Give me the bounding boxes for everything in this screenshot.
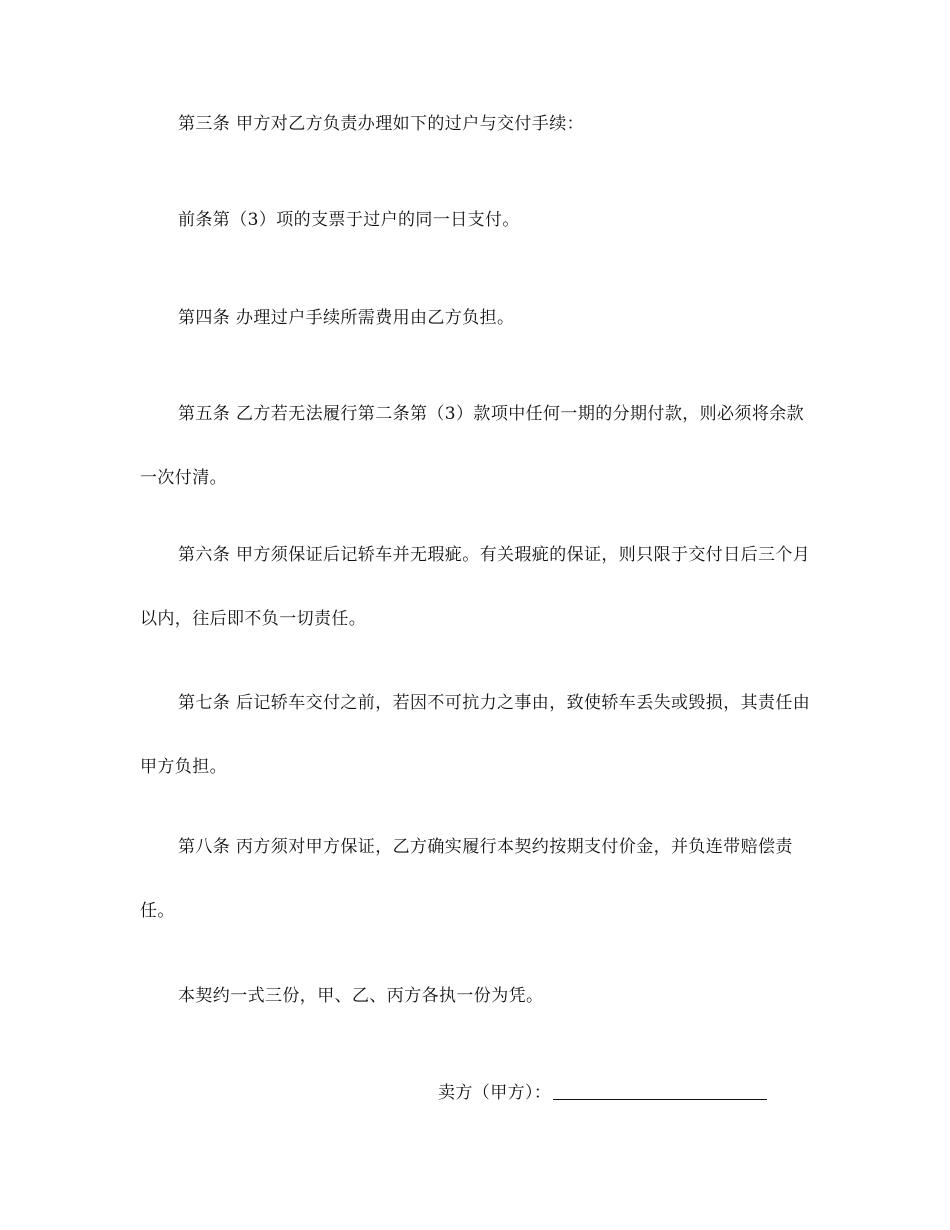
clause-3: 第三条 甲方对乙方负责办理如下的过户与交付手续： (178, 114, 585, 134)
clause-6: 第六条 甲方须保证后记轿车并无瑕疵。有关瑕疵的保证，则只限于交付日后三个月以内，往后即不负一切责任。 (140, 545, 811, 629)
seller-signature-line (553, 1081, 767, 1100)
clause-4: 第四条 办理过户手续所需费用由乙方负担。 (178, 308, 515, 328)
copies-statement: 本契约一式三份，甲、乙、丙方各执一份为凭。 (178, 986, 544, 1006)
clause-7: 第七条 后记轿车交付之前，若因不可抗力之事由，致使轿车丢失或毁损，其责任由甲方负担。 (140, 693, 811, 777)
clause-3-note: 前条第（3）项的支票于过户的同一日支付。 (178, 210, 520, 230)
clause-5: 第五条 乙方若无法履行第二条第（3）款项中任何一期的分期付款，则必须将余款一次付清。 (140, 404, 805, 488)
seller-signature-block (438, 1078, 767, 1103)
seller-signature-label: 卖方（甲方）： (438, 1083, 552, 1103)
clause-8: 第八条 丙方须对甲方保证，乙方确实履行本契约按期支付价金，并负连带赔偿责任。 (140, 837, 793, 921)
